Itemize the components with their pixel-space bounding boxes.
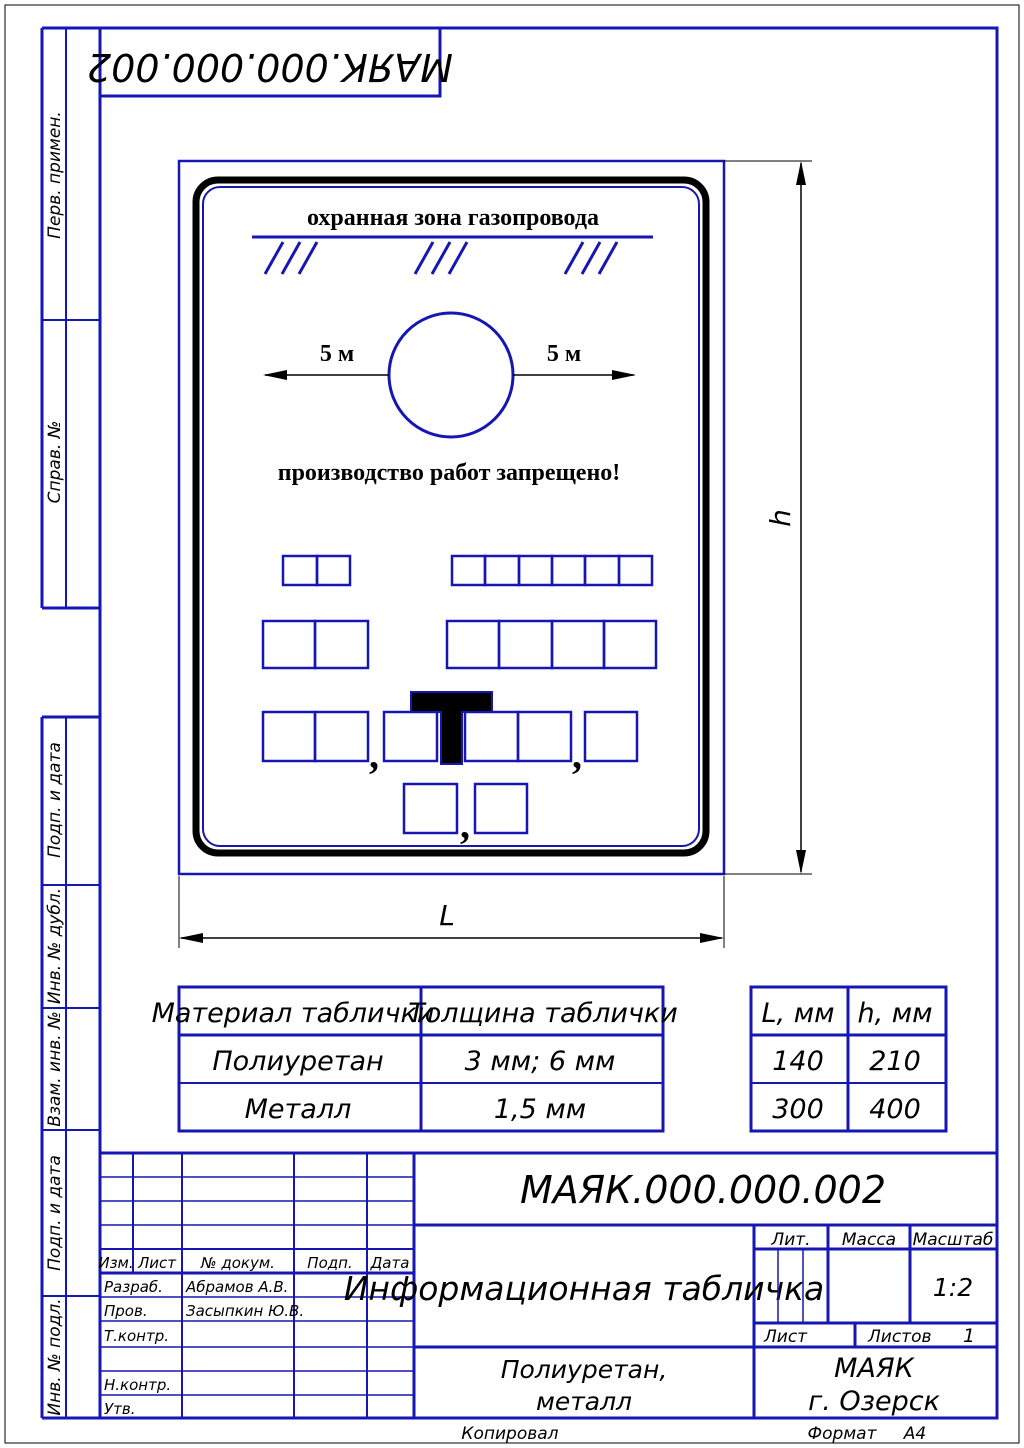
length-header: L, мм [761,998,835,1029]
width-label: L [439,899,455,932]
side-label-sprav: Справ. № [45,420,65,504]
sign-title: охранная зона газопровода [307,205,599,231]
side-label-vzam-inv: Взам. инв. № [45,1011,65,1127]
org-city: г. Озерск [808,1386,940,1417]
sign-plate [179,161,724,874]
thickness-row-1: 3 мм; 6 мм [464,1046,616,1077]
lit-label: Лит. [771,1230,811,1250]
rotated-drawing-code: МАЯК.000.000.002 [87,45,453,89]
height-dimension [724,161,812,874]
height-row-2: 400 [869,1094,921,1125]
mass-label: Масса [841,1230,897,1250]
thickness-row-2: 1,5 мм [493,1094,587,1125]
ground-hatching [265,242,617,274]
height-row-1: 210 [869,1046,921,1077]
sign-warning: производство работ запрещено! [277,460,621,486]
col-header-sign: Подп. [307,1254,353,1272]
side-label-inv-dubl: Инв. № дубл. [45,887,65,1005]
format-value: А4 [903,1424,927,1444]
scale-label: Масштаб [912,1230,994,1250]
side-label-podp-data-top: Подп. и дата [45,742,65,858]
side-label-inv-podl: Инв. № подл. [45,1298,65,1416]
right-distance-label: 5 м [546,341,582,367]
material-table [152,987,678,1131]
material-row-2: Металл [244,1094,352,1125]
sheet-label: Лист [764,1327,808,1347]
col-header-date: Дата [370,1254,410,1272]
side-label-perv-primen: Перв. примен. [45,111,65,239]
left-distance-label: 5 м [319,341,355,367]
title-block [98,1153,997,1418]
height-header: h, мм [857,998,933,1029]
scale-value: 1:2 [932,1273,974,1302]
material-row-1: Полиуретан [212,1046,384,1077]
org-name: МАЯК [834,1353,914,1384]
left-arrow-head [263,370,287,380]
checker-name: Засыпкин Ю.В. [186,1302,305,1320]
col-header-doc-no: № докум. [201,1254,275,1272]
role-tech-control: Т.контр. [104,1327,170,1345]
role-developer: Разраб. [104,1278,163,1296]
col-header-list: Лист [137,1254,177,1272]
rotated-code-box [87,28,453,96]
width-dimension [179,876,724,948]
comma-1: , [369,732,379,777]
role-norm-control: Н.контр. [104,1376,172,1394]
left-binding-strip [42,28,100,1418]
t-marker-symbol [411,692,492,764]
role-checker: Пров. [104,1302,148,1320]
thickness-header: Толщина таблички [408,998,678,1029]
material-line-2: металл [535,1387,633,1416]
pipe-circle [389,313,513,437]
height-label: h [764,509,797,527]
length-row-1: 140 [772,1046,824,1077]
side-label-podp-data-bottom: Подп. и дата [45,1155,65,1271]
material-header: Материал таблички [151,998,435,1029]
format-label: Формат [807,1424,877,1444]
comma-3: , [460,802,470,847]
comma-2: , [572,732,582,777]
drawing-name: Информационная табличка [343,1269,825,1308]
right-arrow-head [612,370,636,380]
developer-name: Абрамов А.В. [186,1278,289,1296]
title-block-code: МАЯК.000.000.002 [520,1168,886,1212]
sheets-value: 1 [962,1325,976,1347]
size-table [751,987,946,1131]
sheets-label: Листов [868,1327,932,1347]
length-row-2: 300 [772,1094,824,1125]
material-line-1: Полиуретан, [500,1355,668,1384]
copied-label: Копировал [461,1424,559,1444]
col-header-izm: Изм. [98,1254,134,1272]
role-approved: Утв. [104,1400,136,1418]
